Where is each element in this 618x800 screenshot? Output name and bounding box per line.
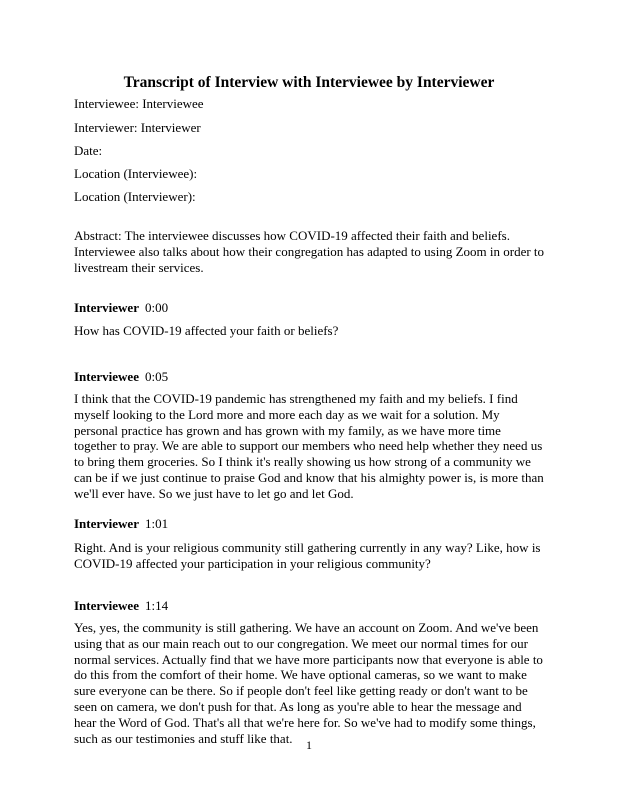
speaker-heading (74, 516, 168, 532)
timestamp: 0:00 (144, 300, 169, 315)
speaker-name: Interviewer (74, 300, 139, 315)
abstract: Abstract: The interviewee discusses how COVID-19 affected their faith and beliefs. Interviewee also talks about how their congregation has adapted to using Zoom in order to livestream their services. (74, 228, 545, 275)
timestamp: 0:05 (144, 369, 169, 384)
page-number: 1 (306, 738, 312, 752)
date-line: Date: (74, 143, 103, 158)
speaker-heading (74, 300, 168, 316)
transcript-text: Right. And is your religious community still gathering currently in any way? Like, how is COVID-19 affected your participation in your religious community? (74, 540, 541, 571)
speaker-name: Interviewee (74, 369, 139, 384)
speaker-heading (74, 598, 168, 614)
interviewee-line: Interviewee: Interviewee (74, 96, 204, 111)
timestamp: 1:01 (144, 516, 169, 531)
transcript-text: Yes, yes, the community is still gathering. We have an account on Zoom. And we've been using that as our main reach out to our congregation. We meet our normal times for our normal services. Actually find that we have more participants now that everyone is able to do this from the comfort of their home. We have optional cameras, so we want to make sure everyone can be there. So if people don't feel like getting ready or don't want to be seen on camera, we don't push for that. As long as you're able to hear the message and hear the Word of God. That's all that we're here for. So we've had to modify some things, such as our testimonies and stuff like that. (74, 620, 543, 746)
location-interviewee-line: Location (Interviewee): (74, 166, 198, 181)
interviewer-line: Interviewer: Interviewer (74, 120, 201, 135)
location-interviewer-line: Location (Interviewer): (74, 189, 196, 204)
speaker-name: Interviewee (74, 598, 139, 613)
timestamp: 1:14 (144, 598, 169, 613)
speaker-name: Interviewer (74, 516, 139, 531)
transcript-text: I think that the COVID-19 pandemic has strengthened my faith and my beliefs. I find myself looking to the Lord more and more each day as we wait for a solution. My personal practice has grown and has grown with my family, as we have more time together to pray. We are able to support our members who need help whether they need us to bring them groceries. So I think it's really showing us how strong of a community we can be if we just continue to praise God and know that his almighty power is, is more than we'll ever have. So we just have to let go and let God. (74, 391, 544, 501)
speaker-heading (74, 369, 168, 385)
transcript-text: How has COVID-19 affected your faith or beliefs? (74, 323, 339, 338)
document-title: Transcript of Interview with Interviewee by Interviewer (123, 74, 495, 91)
